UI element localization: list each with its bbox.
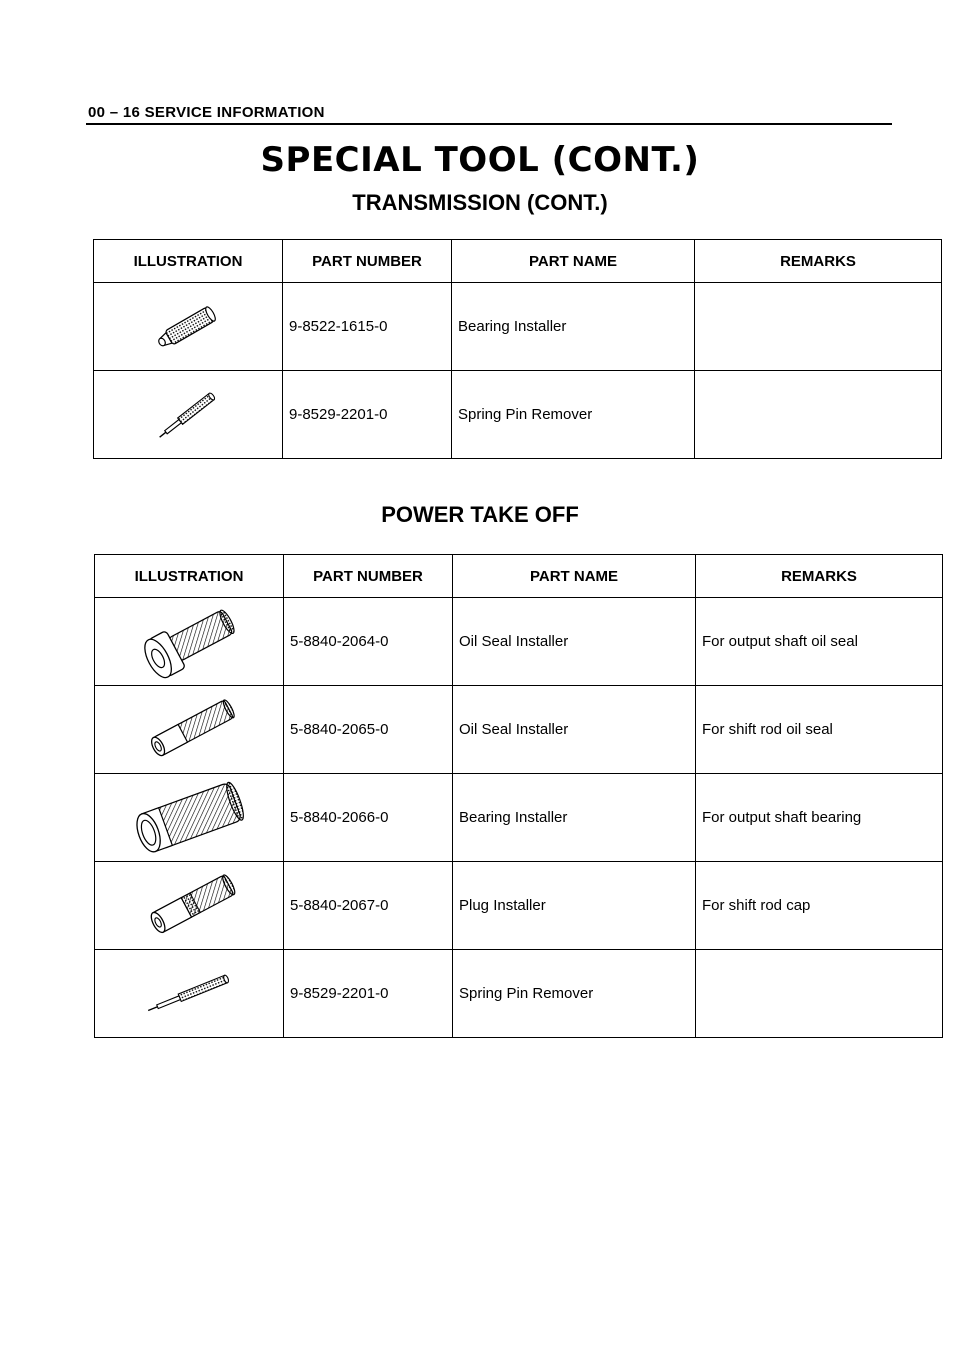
column-header-part-number: PART NUMBER: [283, 240, 452, 283]
transmission-tools-table: [93, 239, 942, 459]
power-take-off-tools-table: [94, 554, 943, 1038]
illustration-cell: [95, 774, 284, 862]
column-header-part-number: PART NUMBER: [284, 555, 453, 598]
remarks: [696, 950, 943, 1038]
part-number: 9-8529-2201-0: [283, 371, 452, 459]
column-header-remarks: REMARKS: [695, 240, 942, 283]
part-number: 9-8522-1615-0: [283, 283, 452, 371]
remarks: For output shaft oil seal: [696, 598, 943, 686]
column-header-part-name: PART NAME: [453, 555, 696, 598]
part-name: Spring Pin Remover: [452, 371, 695, 459]
page-header: 00 – 16 SERVICE INFORMATION: [88, 104, 325, 121]
table-row: [95, 774, 943, 862]
remarks: [695, 283, 942, 371]
spring-pin-remover-icon: [139, 964, 239, 1024]
part-name: Oil Seal Installer: [453, 686, 696, 774]
remarks: For shift rod cap: [696, 862, 943, 950]
part-name: Oil Seal Installer: [453, 598, 696, 686]
column-header-remarks: REMARKS: [696, 555, 943, 598]
spring-pin-remover-icon: [148, 385, 228, 445]
illustration-cell: [95, 686, 284, 774]
illustration-cell: [95, 598, 284, 686]
remarks: For shift rod oil seal: [696, 686, 943, 774]
plug-installer-icon: [134, 869, 244, 943]
page-title: SPECIAL TOOL (CONT.): [260, 140, 700, 180]
oil-seal-installer-icon: [134, 693, 244, 767]
column-header-illustration: ILLUSTRATION: [94, 240, 283, 283]
remarks: [695, 371, 942, 459]
illustration-cell: [94, 283, 283, 371]
bearing-installer-icon: [148, 297, 228, 357]
table-row: [95, 598, 943, 686]
part-name: Spring Pin Remover: [453, 950, 696, 1038]
table-row: [95, 862, 943, 950]
table-row: [94, 371, 942, 459]
part-name: Bearing Installer: [452, 283, 695, 371]
table-row: [94, 283, 942, 371]
illustration-cell: [95, 950, 284, 1038]
bearing-installer-icon: [124, 778, 254, 858]
part-number: 5-8840-2066-0: [284, 774, 453, 862]
column-header-illustration: ILLUSTRATION: [95, 555, 284, 598]
section-subtitle: TRANSMISSION (CONT.): [352, 190, 608, 215]
part-name: Bearing Installer: [453, 774, 696, 862]
table-header-row: [95, 555, 943, 598]
illustration-cell: [94, 371, 283, 459]
illustration-cell: [95, 862, 284, 950]
section-title-power-take-off: POWER TAKE OFF: [381, 502, 579, 527]
table-header-row: [94, 240, 942, 283]
part-number: 5-8840-2067-0: [284, 862, 453, 950]
oil-seal-installer-icon: [134, 605, 244, 679]
table-row: [95, 686, 943, 774]
remarks: For output shaft bearing: [696, 774, 943, 862]
part-name: Plug Installer: [453, 862, 696, 950]
header-rule: [86, 123, 892, 125]
table-row: [95, 950, 943, 1038]
part-number: 5-8840-2064-0: [284, 598, 453, 686]
part-number: 9-8529-2201-0: [284, 950, 453, 1038]
column-header-part-name: PART NAME: [452, 240, 695, 283]
part-number: 5-8840-2065-0: [284, 686, 453, 774]
